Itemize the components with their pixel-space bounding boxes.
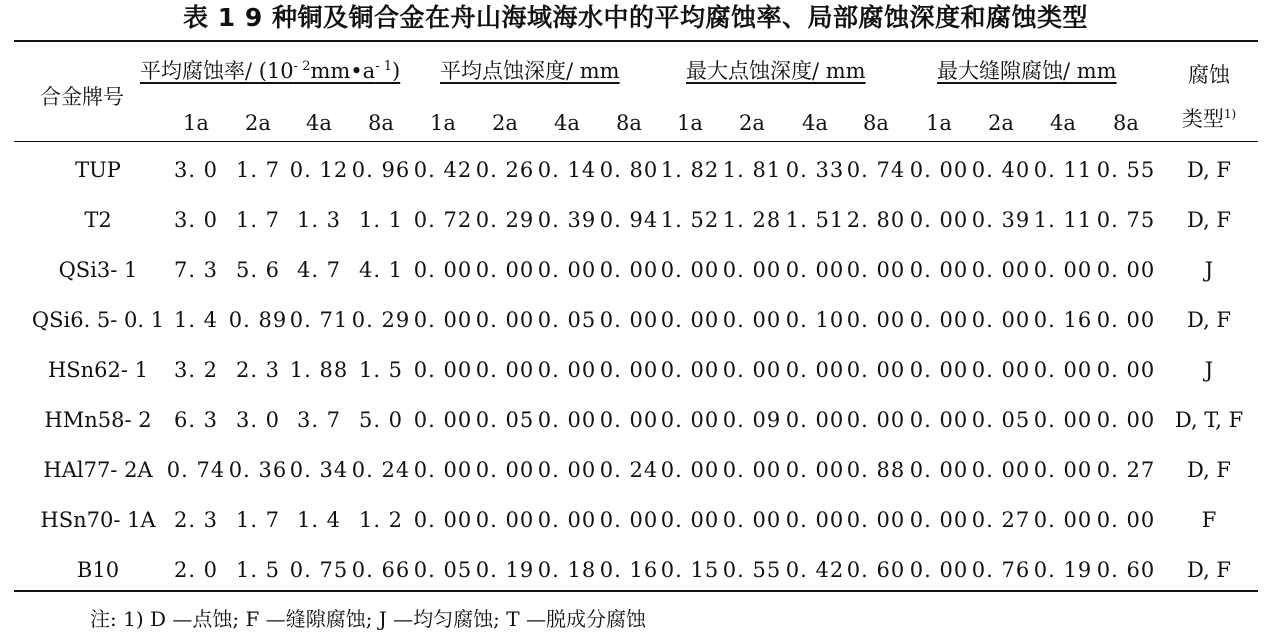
- header-group-max-pit: 最大点蚀深度/ mm: [686, 59, 866, 83]
- table-cell: 1. 28: [722, 208, 782, 232]
- table-cell: 0. 00: [1096, 508, 1156, 532]
- row-corrosion-type: D, F: [1186, 458, 1232, 482]
- year-header-12: 8a: [863, 111, 889, 135]
- table-cell: 1. 51: [785, 208, 845, 232]
- year-header-9: 1a: [677, 111, 703, 135]
- year-header-1: 1a: [183, 111, 209, 135]
- table-cell: 1. 81: [722, 158, 782, 182]
- table-cell: 0. 60: [1096, 558, 1156, 582]
- table-cell: 0. 34: [289, 458, 349, 482]
- table-cell: 0. 96: [351, 158, 411, 182]
- footnote: 注: 1) D —点蚀; F —缝隙腐蚀; J —均匀腐蚀; T —脱成分腐蚀: [90, 607, 646, 631]
- table-cell: 1. 5: [358, 358, 404, 382]
- table-cell: 0. 00: [909, 408, 969, 432]
- table-cell: 0. 00: [971, 458, 1031, 482]
- table-cell: 0. 12: [289, 158, 349, 182]
- table-cell: 0. 00: [909, 158, 969, 182]
- row-corrosion-type: J: [1204, 358, 1214, 382]
- table-cell: 0. 00: [1096, 408, 1156, 432]
- table-cell: 1. 3: [296, 208, 342, 232]
- table-cell: 0. 00: [537, 408, 597, 432]
- table-cell: 0. 74: [166, 458, 226, 482]
- table-cell: 1. 88: [289, 358, 349, 382]
- header-group-avg-rate: [140, 58, 400, 88]
- table-cell: 0. 33: [785, 158, 845, 182]
- table-cell: 0. 00: [971, 308, 1031, 332]
- table-cell: 0. 19: [475, 558, 535, 582]
- table-cell: 0. 74: [846, 158, 906, 182]
- table-cell: 0. 89: [228, 308, 288, 332]
- year-header-6: 2a: [492, 111, 518, 135]
- table-cell: 0. 05: [413, 558, 473, 582]
- table-cell: 0. 29: [475, 208, 535, 232]
- table-cell: 0. 00: [909, 508, 969, 532]
- table-cell: 2. 0: [173, 558, 219, 582]
- row-corrosion-type: F: [1201, 508, 1217, 532]
- type-footnote-mark: 1): [1223, 107, 1237, 121]
- avg-rate-unit: mm•a: [310, 59, 376, 83]
- table-cell: 4. 1: [358, 258, 404, 282]
- table-cell: 0. 09: [722, 408, 782, 432]
- year-header-7: 4a: [554, 111, 580, 135]
- table-cell: 0. 75: [1096, 208, 1156, 232]
- table-cell: 5. 6: [235, 258, 281, 282]
- table-cell: 0. 00: [475, 458, 535, 482]
- table-cell: 0. 00: [971, 258, 1031, 282]
- year-header-11: 4a: [802, 111, 828, 135]
- table-cell: 0. 26: [475, 158, 535, 182]
- table-cell: 0. 71: [289, 308, 349, 332]
- table-cell: 3. 0: [235, 408, 281, 432]
- table-cell: 1. 2: [358, 508, 404, 532]
- table-cell: 0. 00: [660, 358, 720, 382]
- table-cell: 0. 00: [785, 358, 845, 382]
- year-header-8: 8a: [616, 111, 642, 135]
- table-cell: 0. 00: [660, 308, 720, 332]
- table-cell: 0. 27: [971, 508, 1031, 532]
- table-cell: 0. 94: [599, 208, 659, 232]
- header-alloy: 合金牌号: [40, 85, 124, 109]
- table-cell: 0. 00: [846, 258, 906, 282]
- table-cell: 0. 00: [413, 508, 473, 532]
- table-cell: 1. 7: [235, 158, 281, 182]
- avg-rate-close: ): [392, 59, 401, 83]
- table-cell: 0. 00: [413, 358, 473, 382]
- table-cell: 4. 7: [296, 258, 342, 282]
- table-cell: 0. 15: [660, 558, 720, 582]
- header-group-avg-pit: 平均点蚀深度/ mm: [440, 59, 620, 83]
- row-corrosion-type: D, F: [1186, 308, 1232, 332]
- table-cell: 0. 00: [475, 358, 535, 382]
- table-cell: 0. 00: [660, 408, 720, 432]
- table-cell: 0. 00: [599, 408, 659, 432]
- table-cell: 2. 3: [235, 358, 281, 382]
- year-header-16: 8a: [1113, 111, 1139, 135]
- table-cell: 2. 3: [173, 508, 219, 532]
- table-cell: 0. 36: [228, 458, 288, 482]
- year-header-2: 2a: [245, 111, 271, 135]
- table-cell: 0. 72: [413, 208, 473, 232]
- table-cell: 0. 05: [475, 408, 535, 432]
- year-header-4: 8a: [368, 111, 394, 135]
- table-cell: 0. 18: [537, 558, 597, 582]
- table-cell: 0. 76: [971, 558, 1031, 582]
- header-group-max-crevice: 最大缝隙腐蚀/ mm: [937, 59, 1117, 83]
- table-cell: 3. 7: [296, 408, 342, 432]
- table-cell: 0. 00: [722, 508, 782, 532]
- year-header-15: 4a: [1050, 111, 1076, 135]
- table-cell: 0. 00: [599, 308, 659, 332]
- row-alloy: HSn62- 1: [47, 358, 149, 382]
- table-cell: 0. 00: [971, 358, 1031, 382]
- avg-rate-exp2: - 1: [375, 59, 392, 74]
- table-cell: 0. 00: [660, 458, 720, 482]
- table-cell: 0. 80: [599, 158, 659, 182]
- table-cell: 0. 00: [1033, 508, 1093, 532]
- table-cell: 0. 05: [971, 408, 1031, 432]
- table-cell: 1. 52: [660, 208, 720, 232]
- type-label: 类型: [1181, 107, 1224, 131]
- table-cell: 0. 00: [660, 258, 720, 282]
- row-alloy: B10: [76, 558, 120, 582]
- table-cell: 0. 00: [909, 258, 969, 282]
- table-cell: 0. 00: [413, 308, 473, 332]
- bottom-rule: [14, 590, 1258, 592]
- row-corrosion-type: J: [1204, 258, 1214, 282]
- row-alloy: HSn70- 1A: [40, 508, 156, 532]
- table-cell: 0. 24: [599, 458, 659, 482]
- table-cell: 0. 00: [1096, 258, 1156, 282]
- table-cell: 0. 19: [1033, 558, 1093, 582]
- table-cell: 2. 80: [846, 208, 906, 232]
- row-alloy: HMn58- 2: [44, 408, 152, 432]
- table-cell: 1. 1: [358, 208, 404, 232]
- table-cell: 0. 00: [722, 258, 782, 282]
- table-cell: 0. 00: [537, 508, 597, 532]
- table-cell: 0. 42: [785, 558, 845, 582]
- table-cell: 0. 60: [846, 558, 906, 582]
- table-cell: 0. 00: [909, 308, 969, 332]
- table-cell: 0. 00: [1033, 458, 1093, 482]
- table-cell: 3. 2: [173, 358, 219, 382]
- table-cell: 0. 10: [785, 308, 845, 332]
- table-cell: 0. 00: [785, 408, 845, 432]
- row-corrosion-type: D, F: [1186, 558, 1232, 582]
- table-cell: 0. 42: [413, 158, 473, 182]
- table-cell: 0. 00: [785, 508, 845, 532]
- year-header-5: 1a: [430, 111, 456, 135]
- table-cell: 0. 39: [537, 208, 597, 232]
- row-alloy: QSi6. 5- 0. 1: [31, 308, 165, 332]
- table-cell: 0. 11: [1033, 158, 1093, 182]
- table-title: 表 1 9 种铜及铜合金在舟山海域海水中的平均腐蚀率、局部腐蚀深度和腐蚀类型: [183, 3, 1088, 32]
- avg-rate-exp1: - 2: [293, 59, 311, 74]
- table-cell: 0. 00: [846, 408, 906, 432]
- table-cell: 0. 00: [537, 458, 597, 482]
- table-cell: 0. 00: [1096, 308, 1156, 332]
- header-type-line2: [1182, 101, 1236, 132]
- table-cell: 6. 3: [173, 408, 219, 432]
- table-cell: 0. 05: [537, 308, 597, 332]
- table-cell: 0. 00: [475, 258, 535, 282]
- table-cell: 0. 00: [722, 308, 782, 332]
- table-cell: 0. 00: [846, 508, 906, 532]
- table-cell: 0. 40: [971, 158, 1031, 182]
- table-cell: 0. 00: [599, 258, 659, 282]
- table-cell: 0. 39: [971, 208, 1031, 232]
- table-cell: 0. 27: [1096, 458, 1156, 482]
- table-cell: 0. 00: [413, 408, 473, 432]
- table-cell: 3. 0: [173, 208, 219, 232]
- table-cell: 0. 00: [413, 458, 473, 482]
- row-corrosion-type: D, F: [1186, 208, 1232, 232]
- table-cell: 0. 00: [475, 308, 535, 332]
- table-cell: 5. 0: [358, 408, 404, 432]
- table-cell: 1. 7: [235, 208, 281, 232]
- header-rule: [14, 141, 1258, 142]
- table-cell: 0. 00: [1033, 408, 1093, 432]
- table-cell: 0. 00: [1096, 358, 1156, 382]
- top-rule: [14, 40, 1258, 42]
- table-cell: 0. 88: [846, 458, 906, 482]
- table-cell: 0. 00: [660, 508, 720, 532]
- table-cell: 0. 66: [351, 558, 411, 582]
- table-cell: 1. 4: [173, 308, 219, 332]
- table-cell: 0. 00: [599, 358, 659, 382]
- table-cell: 0. 29: [351, 308, 411, 332]
- year-header-3: 4a: [306, 111, 332, 135]
- table-cell: 0. 00: [599, 508, 659, 532]
- table-cell: 1. 5: [235, 558, 281, 582]
- table-cell: 0. 00: [722, 458, 782, 482]
- table-cell: 0. 14: [537, 158, 597, 182]
- table-cell: 0. 24: [351, 458, 411, 482]
- table-cell: 0. 00: [1033, 358, 1093, 382]
- table-cell: 0. 00: [537, 358, 597, 382]
- row-alloy: TUP: [75, 158, 121, 182]
- table-cell: 0. 16: [1033, 308, 1093, 332]
- table-cell: 0. 16: [599, 558, 659, 582]
- table-cell: 0. 00: [785, 258, 845, 282]
- table-cell: 1. 4: [296, 508, 342, 532]
- row-corrosion-type: D, F: [1186, 158, 1232, 182]
- table-cell: 0. 00: [413, 258, 473, 282]
- table-cell: 0. 55: [722, 558, 782, 582]
- table-cell: 1. 11: [1033, 208, 1093, 232]
- year-header-10: 2a: [739, 111, 765, 135]
- table-cell: 1. 82: [660, 158, 720, 182]
- row-alloy: HAl77- 2A: [43, 458, 153, 482]
- row-alloy: QSi3- 1: [58, 258, 138, 282]
- table-cell: 0. 00: [475, 508, 535, 532]
- table-cell: 0. 55: [1096, 158, 1156, 182]
- avg-rate-label: 平均腐蚀率/ (10: [140, 59, 294, 83]
- table-cell: 7. 3: [173, 258, 219, 282]
- table-cell: 3. 0: [173, 158, 219, 182]
- table-cell: 0. 00: [909, 358, 969, 382]
- row-corrosion-type: D, T, F: [1174, 408, 1244, 432]
- table-cell: 0. 00: [785, 458, 845, 482]
- table-cell: 0. 00: [909, 208, 969, 232]
- table-cell: 0. 00: [1033, 258, 1093, 282]
- year-header-13: 1a: [926, 111, 952, 135]
- table-cell: 0. 00: [909, 458, 969, 482]
- table-cell: 0. 00: [846, 308, 906, 332]
- table-cell: 0. 00: [909, 558, 969, 582]
- header-type-line1: 腐蚀: [1188, 63, 1230, 87]
- table-cell: 0. 75: [289, 558, 349, 582]
- table-cell: 0. 00: [537, 258, 597, 282]
- row-alloy: T2: [84, 208, 112, 232]
- table-cell: 0. 00: [846, 358, 906, 382]
- year-header-14: 2a: [988, 111, 1014, 135]
- table-cell: 0. 00: [722, 358, 782, 382]
- table-cell: 1. 7: [235, 508, 281, 532]
